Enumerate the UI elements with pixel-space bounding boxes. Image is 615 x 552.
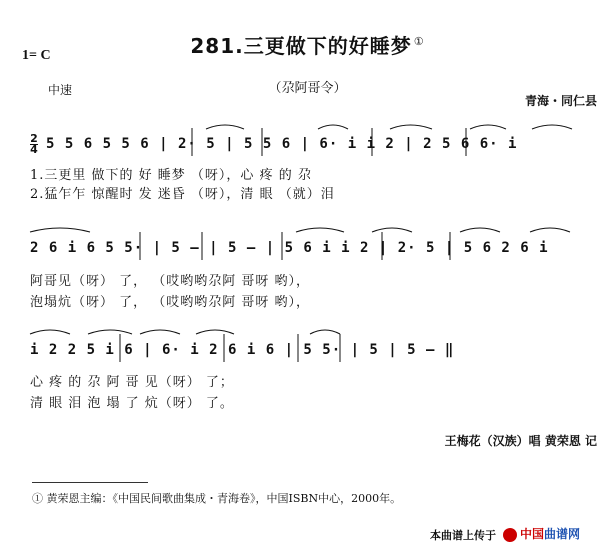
lyric-line-1-verse-1: 1.三更里 做下的 好 睡梦 （呀），心 疼 的 尕 bbox=[30, 168, 312, 183]
footnote-marker: ① bbox=[413, 35, 425, 49]
key-signature: 1= C bbox=[22, 48, 51, 63]
footnote-divider bbox=[32, 482, 148, 483]
tempo-marking: 中速 bbox=[48, 83, 73, 97]
song-origin: 青海・同仁县 bbox=[524, 94, 597, 108]
lyric-line-1-verse-2: 2.猛乍乍 惊醒时 发 迷昏 （呀），清 眼 （就）泪 bbox=[30, 187, 335, 202]
performer-credit: 王梅花（汉族）唱 黄荣恩 记 bbox=[444, 434, 597, 448]
notation-line-1: 5 5 6 5 5 6 | 2· 5 | 5 5 6 | 6· i i 2 | 2 5 6 6· i bbox=[46, 136, 518, 152]
notation-line-2: 2 6 i 6 5 5· | 5 — | 5 — | 5 6 i i 2 | 2· 5 | 5 6 2 6 i bbox=[30, 240, 549, 256]
lyric-line-2-verse-2: 泡塌炕（呀） 了， （哎哟哟尕阿 哥呀 哟）， bbox=[30, 295, 311, 310]
time-signature: 2 4 bbox=[30, 132, 38, 156]
song-title: 281.三更做下的好睡梦 ① bbox=[190, 34, 425, 58]
footnote-text: ① 黄荣恩主编：《中国民间歌曲集成・青海卷》，中国ISBN中心，2000年。 bbox=[32, 492, 402, 505]
site-logo-icon bbox=[503, 528, 517, 542]
notation-line-3: i 2 2 5 i 6 | 6· i 2 6 i 6 | 5 5· | 5 | 5 — ‖ bbox=[30, 342, 455, 358]
lyric-line-3-verse-1: 心 疼 的 尕 阿 哥 见（呀） 了； bbox=[30, 375, 234, 390]
lyric-line-2-verse-1: 阿哥见（呀） 了， （哎哟哟尕阿 哥呀 哟）， bbox=[30, 274, 311, 289]
lyric-line-3-verse-2: 清 眼 泪 泡 塌 了 炕（呀） 了。 bbox=[30, 396, 234, 411]
song-subtitle: （尕阿哥令） bbox=[268, 81, 347, 96]
site-logo[interactable]: 中国曲谱网 bbox=[503, 525, 580, 542]
upload-note: 本曲谱上传于 bbox=[430, 529, 496, 542]
